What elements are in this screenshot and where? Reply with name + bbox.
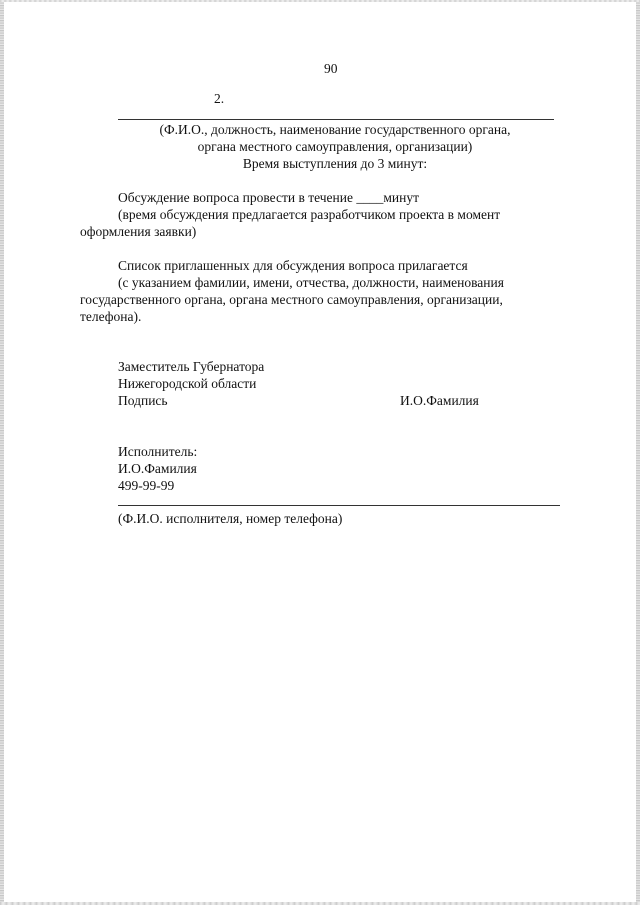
fio-caption-line-1: (Ф.И.О., должность, наименование государственного органа, [159,122,511,137]
signer-name: И.О.Фамилия [400,393,479,408]
executor-label: Исполнитель: [118,444,198,459]
discussion-blank: ____ [356,190,384,205]
signer-position-line-2: Нижегородской области [118,376,257,391]
scan-edge-top [0,0,640,2]
discussion-line-1 [118,189,419,206]
scan-edge-right [636,0,640,905]
signature-label: Подпись [118,393,168,408]
fio-caption-line-2: органа местного самоуправления, организации) [197,139,473,154]
invited-line-3: государственного органа, органа местного самоуправления, организации, [80,292,503,307]
executor-underline [118,505,560,506]
item-number: 2. [214,91,225,106]
fio-underline [118,119,554,120]
speech-time: Время выступления до 3 минут: [242,156,428,171]
signer-position-line-1: Заместитель Губернатора [118,359,265,374]
discussion-line-3: оформления заявки) [80,224,197,239]
discussion-text-after: минут [383,190,420,205]
executor-phone: 499-99-99 [118,478,175,493]
invited-line-2: (с указанием фамилии, имени, отчества, должности, наименования [118,275,504,290]
invited-line-1: Список приглашенных для обсуждения вопроса прилагается [118,258,468,273]
discussion-line-2: (время обсуждения предлагается разработчиком проекта в момент [118,207,501,222]
discussion-text-before: Обсуждение вопроса провести в течение [118,190,353,205]
executor-name: И.О.Фамилия [118,461,197,476]
invited-line-4: телефона). [80,309,142,324]
scan-edge-left [0,0,4,905]
page-number: 90 [324,61,338,76]
executor-caption: (Ф.И.О. исполнителя, номер телефона) [118,511,343,526]
